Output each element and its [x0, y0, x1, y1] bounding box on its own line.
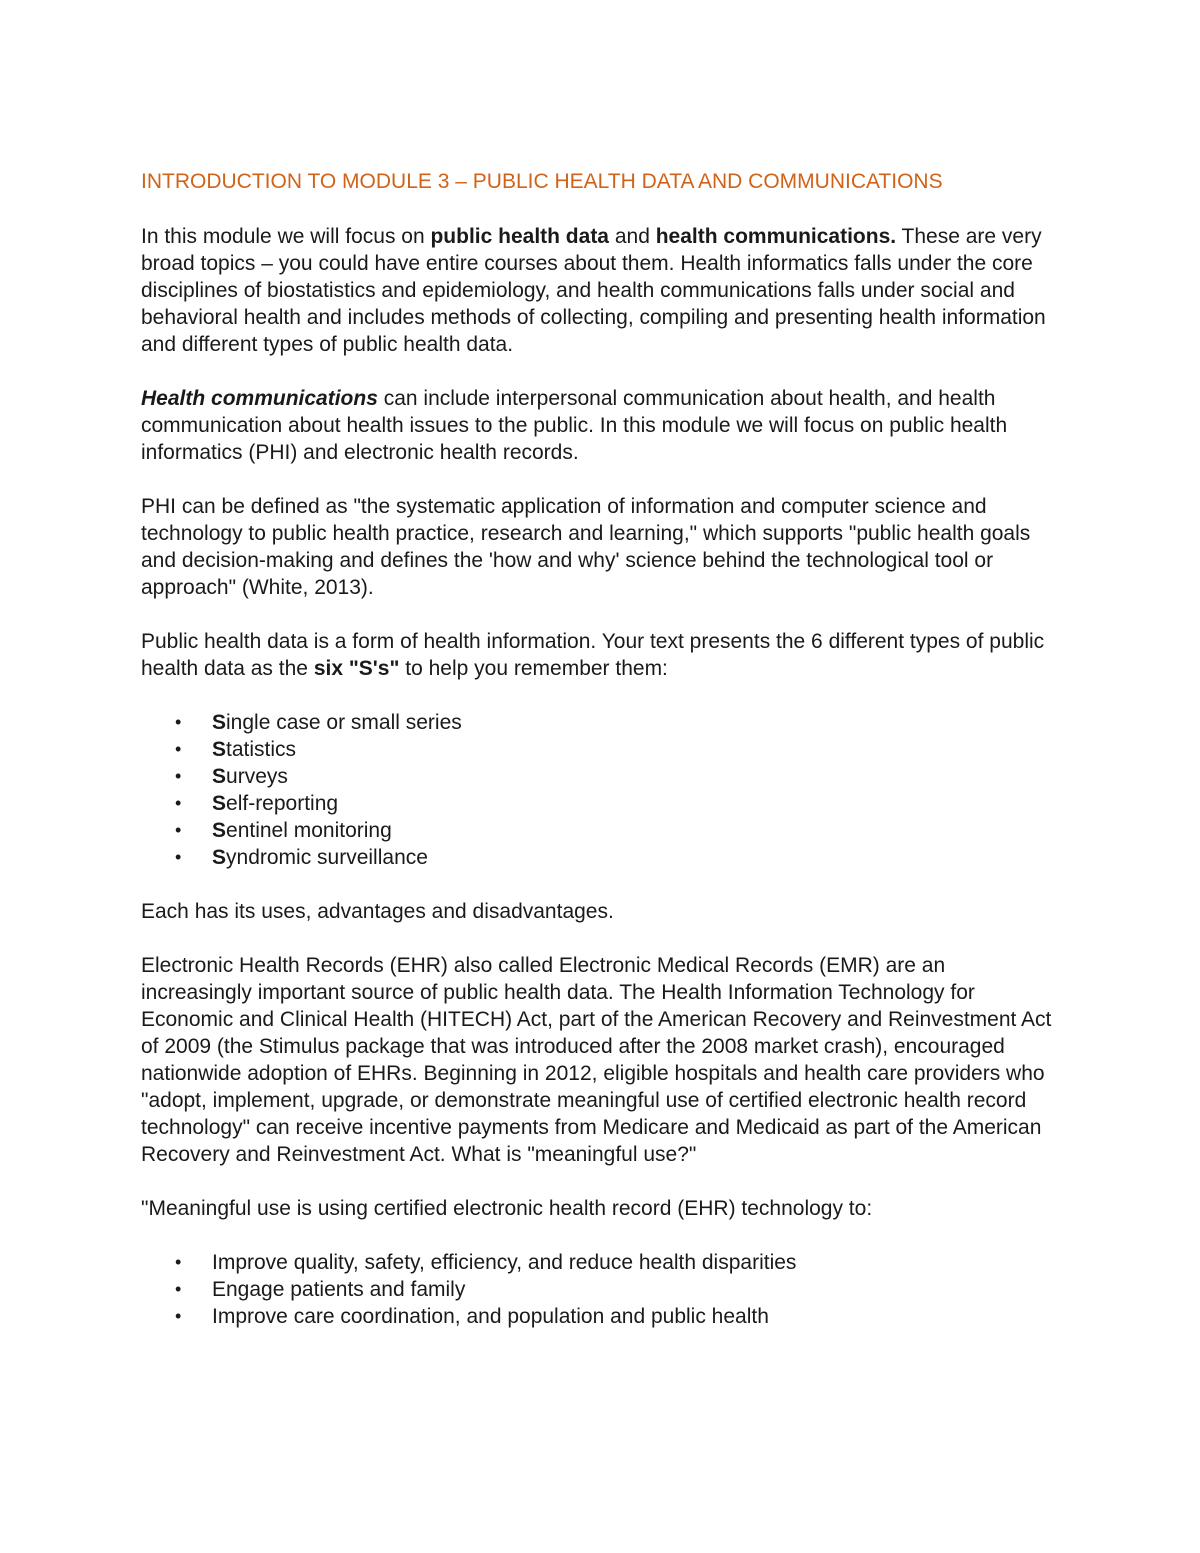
meaningful-use-list	[141, 1249, 1061, 1330]
list-item-letter: S	[212, 846, 227, 869]
list-item-text: ingle case or small series	[226, 711, 462, 734]
bullet-icon: •	[175, 793, 182, 813]
list-item	[141, 736, 1061, 763]
bullet-icon: •	[175, 712, 182, 732]
list-item-text: Improve quality, safety, efficiency, and reduce health disparities	[212, 1251, 797, 1274]
intro-bold-health-communications: health communications.	[655, 225, 897, 248]
intro-text-1: In this module we will focus on	[141, 225, 431, 248]
list-item	[141, 709, 1061, 736]
meaningful-use-paragraph: "Meaningful use is using certified electronic health record (EHR) technology to:	[141, 1197, 873, 1220]
list-item-letter: S	[212, 711, 227, 734]
list-item-letter: S	[212, 765, 227, 788]
bullet-icon: •	[175, 1279, 182, 1299]
list-item	[141, 844, 1061, 871]
bullet-icon: •	[175, 1306, 182, 1326]
health-communications-paragraph	[141, 385, 1061, 466]
intro-paragraph	[141, 223, 1061, 358]
uses-paragraph: Each has its uses, advantages and disadvantages.	[141, 900, 614, 923]
bullet-icon: •	[175, 847, 182, 867]
list-item	[141, 1276, 1061, 1303]
list-item-text: elf-reporting	[226, 792, 339, 815]
list-item-letter: S	[212, 792, 227, 815]
document-page	[141, 168, 1061, 1357]
list-item-text: tatistics	[226, 738, 297, 761]
list-item-text: yndromic surveillance	[226, 846, 428, 869]
phi-definition-paragraph: PHI can be defined as "the systematic application of information and computer science and technology to public health practice, research and learning," which supports "public health goals and decision-making and defines the 'how and why' science behind the technological tool or approach" (White, 2013).	[141, 495, 1031, 599]
list-item	[141, 790, 1061, 817]
list-item-text: Improve care coordination, and population and public health	[212, 1305, 769, 1328]
ehr-paragraph: Electronic Health Records (EHR) also called Electronic Medical Records (EMR) are an increasingly important source of public health data. The Health Information Technology for Economic and Clinical Health (HITECH) Act, part of the American Recovery and Reinvestment Act of 2009 (the Stimulus package that was introduced after the 2008 market crash), encouraged nationwide adoption of EHRs. Beginning in 2012, eligible hospitals and health care providers who "adopt, implement, upgrade, or demonstrate meaningful use of certified electronic health record technology" can receive incentive payments from Medicare and Medicaid as part of the American Recovery and Reinvestment Act. What is "meaningful use?"	[141, 954, 1052, 1166]
list-item	[141, 763, 1061, 790]
bullet-icon: •	[175, 820, 182, 840]
list-item	[141, 1303, 1061, 1330]
intro-text-3: These are very broad topics – you could have entire courses about them. Health informatics falls under the core disciplines of biostatistics and epidemiology, and health communications falls under social and behavioral health and includes methods of collecting, compiling and presenting health information and different types of public health data.	[141, 225, 1046, 356]
list-item-letter: S	[212, 819, 227, 842]
module-title: INTRODUCTION TO MODULE 3 – PUBLIC HEALTH DATA AND COMMUNICATIONS	[141, 170, 943, 193]
list-item	[141, 817, 1061, 844]
bullet-icon: •	[175, 739, 182, 759]
list-item-text: entinel monitoring	[226, 819, 392, 842]
bullet-icon: •	[175, 766, 182, 786]
list-item-text: Engage patients and family	[212, 1278, 466, 1301]
bullet-icon: •	[175, 1252, 182, 1272]
list-item-text: urveys	[226, 765, 288, 788]
health-communications-term: Health communications	[141, 387, 378, 410]
intro-bold-public-health-data: public health data	[430, 225, 609, 248]
six-s-term: six "S's"	[313, 657, 400, 680]
health-communications-text: can include interpersonal communication about health, and health communication about health issues to the public. In this module we will focus on public health informatics (PHI) and electronic health records.	[141, 387, 1008, 464]
public-health-data-text-1: Public health data is a form of health information. Your text presents the 6 different types of public health data as the	[141, 630, 1045, 680]
list-item-letter: S	[212, 738, 227, 761]
public-health-data-paragraph	[141, 628, 1061, 682]
six-s-list	[141, 709, 1061, 871]
intro-text-2: and	[609, 225, 656, 248]
list-item	[141, 1249, 1061, 1276]
public-health-data-text-2: to help you remember them:	[399, 657, 668, 680]
